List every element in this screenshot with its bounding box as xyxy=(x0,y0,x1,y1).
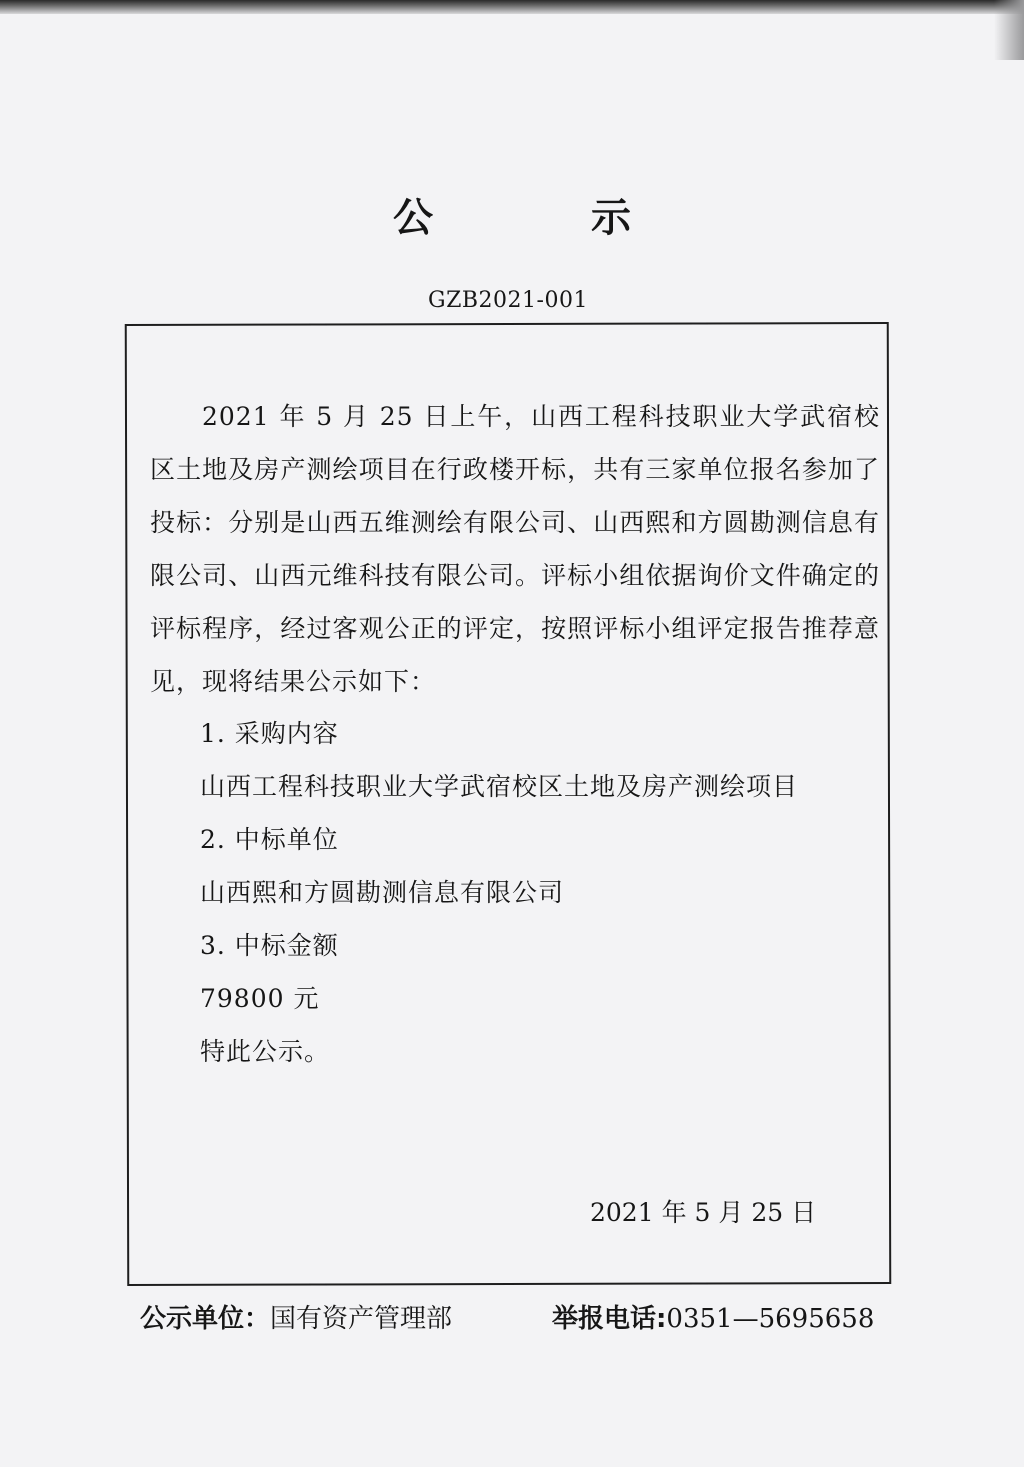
scan-top-edge xyxy=(0,0,1024,14)
notice-date: 2021 年 5 月 25 日 xyxy=(590,1198,817,1227)
footer-unit xyxy=(140,1298,452,1335)
footer-unit-label: 公示单位： xyxy=(140,1304,271,1334)
page-title: 公 示 xyxy=(393,195,703,241)
item-1-heading: 1. 采购内容 xyxy=(200,719,339,748)
scan-corner-shadow xyxy=(994,0,1024,60)
footer-phone-value: 0351—5695658 xyxy=(666,1304,875,1334)
item-2-value: 山西熙和方圆勘测信息有限公司 xyxy=(200,878,565,907)
closing-line: 特此公示。 xyxy=(200,1037,331,1066)
footer-unit-value: 国有资产管理部 xyxy=(270,1304,453,1334)
footer-phone xyxy=(552,1298,874,1335)
document-number: GZB2021-001 xyxy=(428,288,588,313)
item-3-value: 79800 元 xyxy=(200,984,320,1013)
footer-phone-label: 举报电话: xyxy=(552,1304,667,1334)
item-2-heading: 2. 中标单位 xyxy=(200,825,339,854)
item-3-heading: 3. 中标金额 xyxy=(200,931,339,960)
notice-body-paragraph: 2021 年 5 月 25 日上午，山西工程科技职业大学武宿校区土地及房产测绘项目在行政楼开标，共有三家单位报名参加了投标：分别是山西五维测绘有限公司、山西熙和方圆勘测信息有限公司、山西元维科技有限公司。评标小组依据询价文件确定的评标程序，经过客观公正的评定，按照评标小组评定报告推荐意见，现将结果公示如下： xyxy=(150,402,880,696)
item-1-value: 山西工程科技职业大学武宿校区土地及房产测绘项目 xyxy=(200,772,799,801)
